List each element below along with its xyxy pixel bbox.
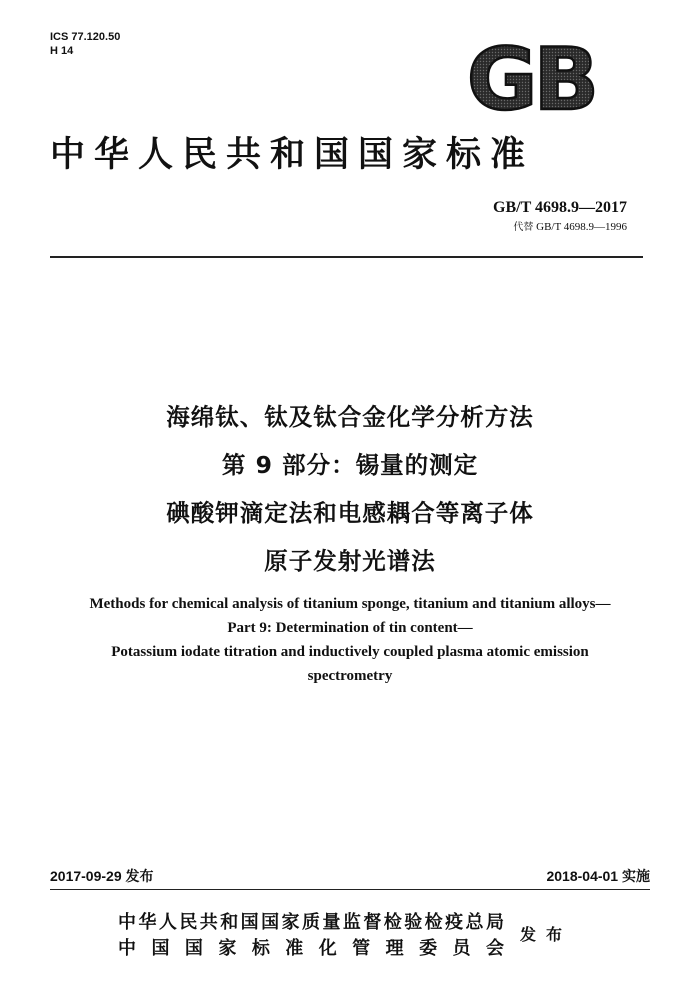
ccs-code: H 14: [50, 45, 74, 57]
implementation-date: 2018-04-01 实施: [546, 868, 650, 884]
english-title-line: Methods for chemical analysis of titanium sponge, titanium and titanium alloys—: [89, 596, 611, 612]
english-title-line: Potassium iodate titration and inductively coupled plasma atomic emission: [111, 644, 589, 660]
chinese-title-line: 碘酸钾滴定法和电感耦合等离子体: [166, 499, 534, 527]
chinese-title: [0, 393, 700, 585]
replaces-label: 代替: [513, 222, 534, 233]
chinese-title-line: 第 9 部分：锡量的测定: [221, 451, 479, 479]
chinese-title-line: 海绵钛、钛及钛合金化学分析方法: [166, 403, 534, 431]
english-title-line: spectrometry: [307, 668, 393, 684]
replaces-line: [513, 218, 627, 233]
issue-date: 2017-09-29 发布: [50, 868, 154, 884]
classification-codes: [50, 30, 120, 58]
national-standard-title: 中华人民共和国国家标准: [50, 135, 535, 175]
english-title: [0, 592, 700, 688]
issuer-sac: 中国国家标准化管理委员会: [118, 938, 504, 959]
english-title-line: Part 9: Determination of tin content—: [227, 620, 473, 636]
footer-divider: [50, 889, 650, 890]
ics-code: ICS 77.120.50: [50, 31, 121, 43]
gb-logo: [458, 39, 604, 117]
gb-logo-text: GB: [466, 39, 596, 117]
replaces-number: GB/T 4698.9—1996: [536, 221, 627, 233]
header-divider: [50, 256, 643, 258]
issuer-aqsiq: 中华人民共和国国家质量监督检验检疫总局: [118, 912, 504, 933]
publish-label: 发布: [520, 925, 573, 944]
chinese-title-line: 原子发射光谱法: [264, 547, 436, 575]
standard-number: GB/T 4698.9—2017: [493, 199, 627, 216]
